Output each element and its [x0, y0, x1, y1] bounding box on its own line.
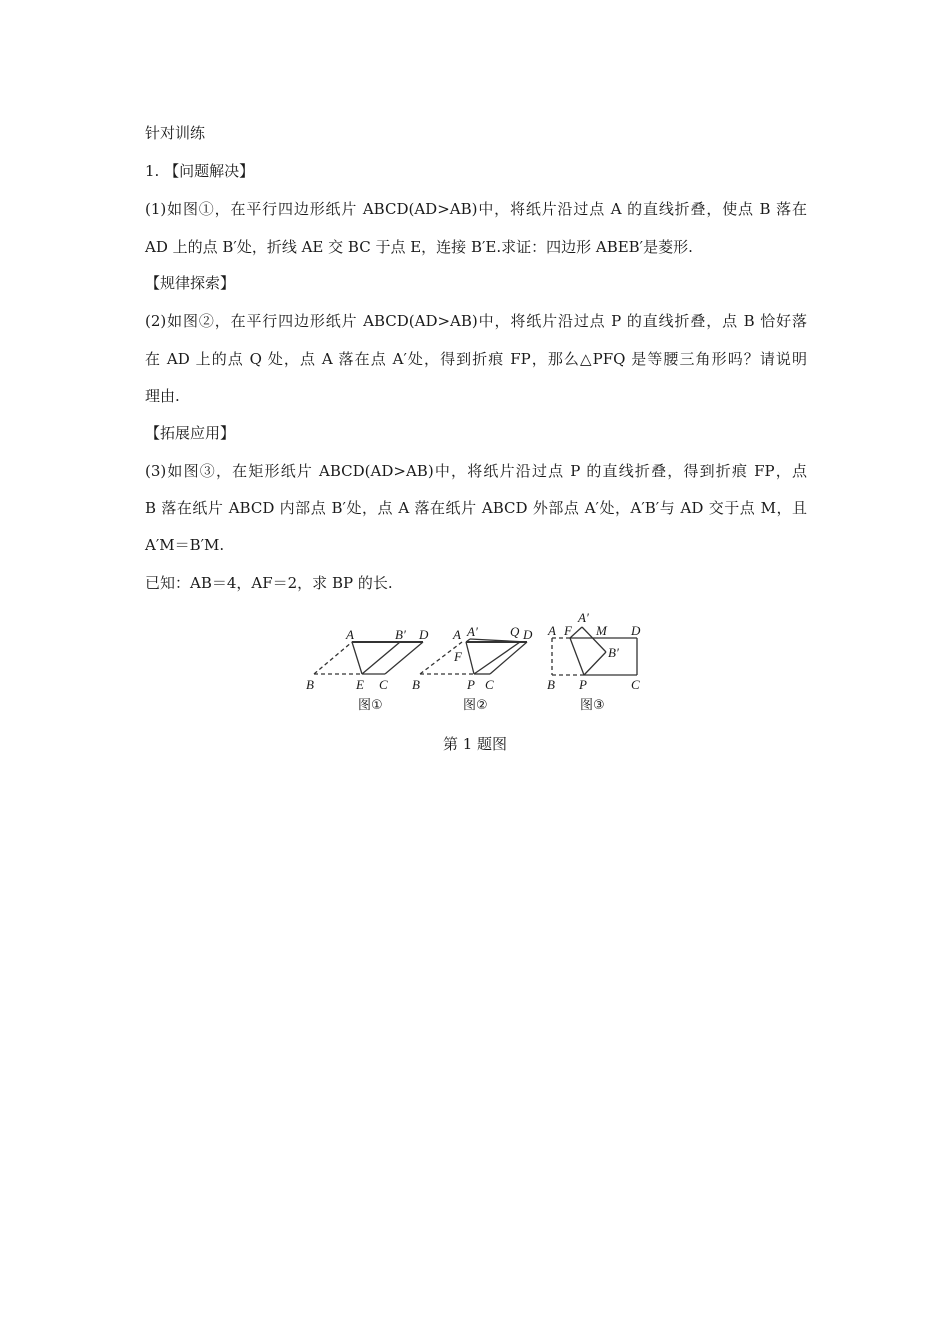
part1-heading: 【问题解决】: [164, 162, 255, 180]
fig1-label-A: A: [346, 627, 354, 642]
fig2-label-D: D: [523, 627, 533, 642]
part1-line1: (1)如图①，在平行四边形纸片 ABCD(AD>AB)中，将纸片沿过点 A 的直线折叠，使点 B 落在: [145, 200, 807, 218]
section-title: 针对训练: [145, 124, 206, 142]
fig2-caption: 图②: [463, 698, 488, 713]
fig2-label-Aprime: A′: [467, 624, 478, 639]
fig2-label-P: P: [467, 677, 475, 692]
fig3-label-Aprime: A′: [578, 610, 589, 625]
fig2-label-Q: Q: [510, 624, 520, 639]
fig3-label-F: F: [564, 623, 572, 638]
figure-2: [420, 639, 527, 674]
part2-line2: 在 AD 上的点 Q 处，点 A 落在点 A′处，得到折痕 FP，那么△PFQ 是等腰三角形吗？请说明: [145, 350, 807, 368]
fig1-caption: 图①: [358, 698, 383, 713]
part2-heading: 【规律探索】: [145, 274, 236, 292]
part3-heading: 【拓展应用】: [145, 424, 236, 442]
fig2-label-B: B: [412, 677, 420, 692]
fig1-label-C: C: [379, 677, 388, 692]
problem-number: 1.: [145, 162, 160, 180]
part1-line2: AD 上的点 B′处，折线 AE 交 BC 于点 E，连接 B′E.求证：四边形 ABEB′是菱形.: [145, 238, 693, 256]
part3-line2: B 落在纸片 ABCD 内部点 B′处，点 A 落在纸片 ABCD 外部点 A′处，A′B′与 AD 交于点 M，且: [145, 499, 807, 517]
part3-given: 已知：AB＝4，AF＝2，求 BP 的长.: [145, 574, 393, 592]
figure-1: [314, 642, 423, 674]
fig3-label-A: A: [548, 623, 556, 638]
fig3-label-C: C: [631, 677, 640, 692]
fig3-label-M: M: [596, 623, 607, 638]
part3-line1: (3)如图③，在矩形纸片 ABCD(AD>AB)中，将纸片沿过点 P 的直线折叠，得到折痕 FP，点: [145, 462, 807, 480]
fig1-label-Bprime: B′: [395, 627, 406, 642]
fig1-label-B: B: [306, 677, 314, 692]
fig1-label-E: E: [356, 677, 364, 692]
fig2-label-F: F: [454, 649, 462, 664]
fig3-label-D: D: [631, 623, 641, 638]
fig3-label-P: P: [579, 677, 587, 692]
fig3-label-Bprime: B′: [608, 645, 619, 660]
fig3-caption: 图③: [580, 698, 605, 713]
part2-line1: (2)如图②，在平行四边形纸片 ABCD(AD>AB)中，将纸片沿过点 P 的直线折叠，点 B 恰好落: [145, 312, 807, 330]
part3-line3: A′M＝B′M.: [145, 536, 225, 554]
fig3-label-B: B: [547, 677, 555, 692]
fig1-label-D: D: [419, 627, 429, 642]
fig2-label-A: A: [453, 627, 461, 642]
part2-line3: 理由.: [145, 387, 180, 405]
fig2-label-C: C: [485, 677, 494, 692]
figure-group-caption: 第 1 题图: [442, 735, 508, 753]
